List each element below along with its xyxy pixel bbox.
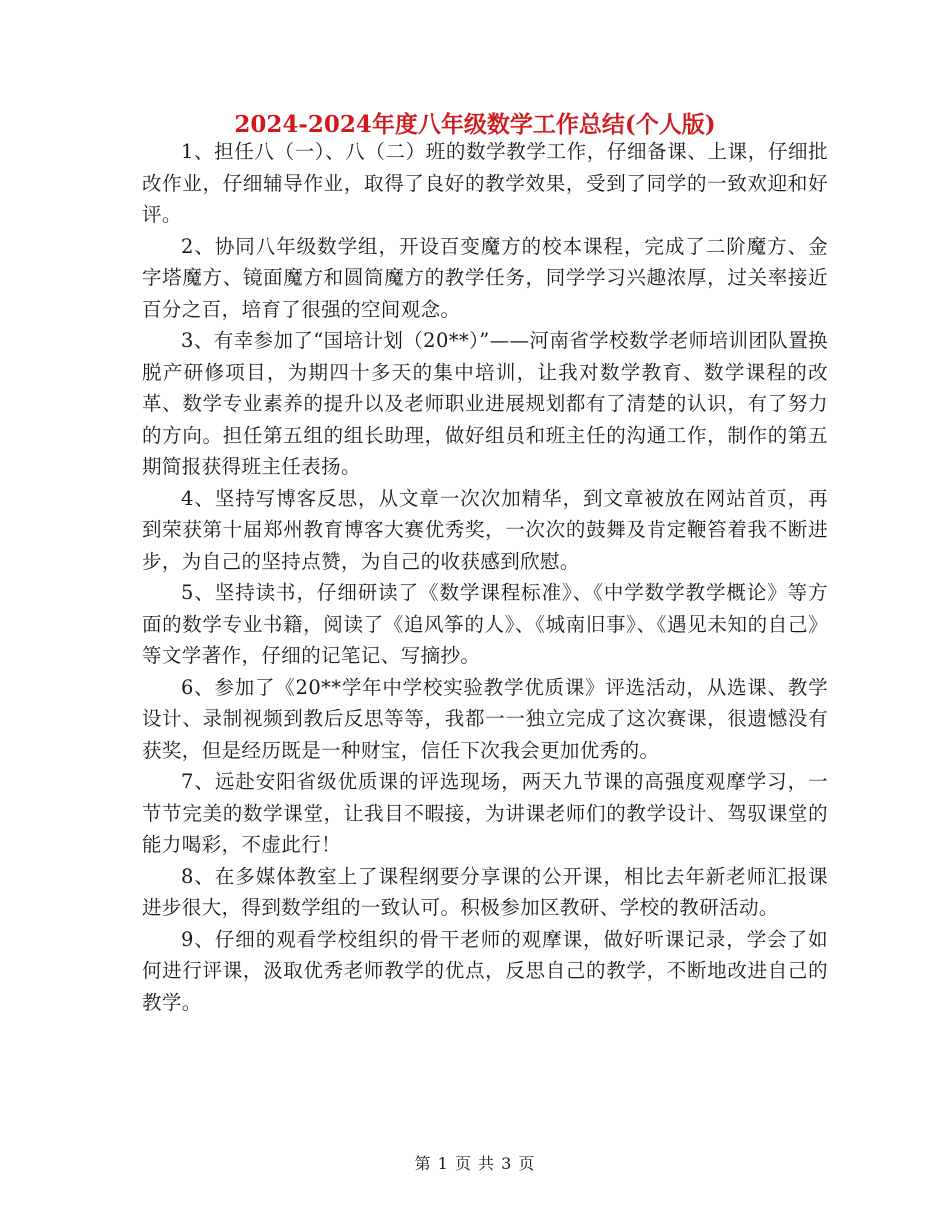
paragraph-9: 9、仔细的观看学校组织的骨干老师的观摩课，做好听课记录，学会了如何进行评课，汲取优秀老师教学的优点，反思自己的教学，不断地改进自己的教学。 bbox=[142, 927, 828, 1014]
paragraph-4: 4、坚持写博客反思，从文章一次次加精华，到文章被放在网站首页，再到荣获第十届郑州教育博客大赛优秀奖，一次次的鼓舞及肯定鞭笞着我不断进步，为自己的坚持点赞，为自己的收获感到欣慰。 bbox=[142, 486, 828, 573]
document-title: 2024-2024年度八年级数学工作总结(个人版) bbox=[234, 111, 716, 138]
paragraph-6: 6、参加了《20**学年中学校实验教学优质课》评选活动，从选课、教学设计、录制视频到教后反思等等，我都一一独立完成了这次赛课，很遗憾没有获奖，但是经历既是一种财宝，信任下次我会更加优秀的。 bbox=[142, 675, 828, 762]
paragraph-7: 7、远赴安阳省级优质课的评选现场，两天九节课的高强度观摩学习，一节节完美的数学课堂，让我目不暇接，为讲课老师们的教学设计、驾驭课堂的能力喝彩，不虚此行！ bbox=[142, 770, 828, 856]
document-body bbox=[142, 136, 828, 1018]
paragraph-5: 5、坚持读书，仔细研读了《数学课程标准》、《中学数学教学概论》等方面的数学专业书籍，阅读了《追风筝的人》、《城南旧事》、《遇见未知的自己》等文学著作，仔细的记笔记、写摘抄。 bbox=[142, 581, 828, 667]
page-number-footer: 第 1 页 共 3 页 bbox=[414, 1154, 536, 1173]
paragraph-2: 2、协同八年级数学组，开设百变魔方的校本课程，完成了二阶魔方、金字塔魔方、镜面魔方和圆筒魔方的教学任务，同学学习兴趣浓厚，过关率接近百分之百，培育了很强的空间观念。 bbox=[142, 234, 828, 321]
paragraph-3: 3、有幸参加了“国培计划（20**）”——河南省学校数学老师培训团队置换脱产研修项目，为期四十多天的集中培训，让我对数学教育、数学课程的改革、数学专业素养的提升以及老师职业进展规划都有了清楚的认识，有了努力的方向。担任第五组的组长助理，做好组员和班主任的沟通工作，制作的第五期简报获得班主任表扬。 bbox=[142, 329, 828, 478]
paragraph-1: 1、担任八（一）、八（二）班的数学教学工作，仔细备课、上课，仔细批改作业，仔细辅导作业，取得了良好的教学效果，受到了同学的一致欢迎和好评。 bbox=[142, 140, 828, 226]
paragraph-8: 8、在多媒体教室上了课程纲要分享课的公开课，相比去年新老师汇报课进步很大，得到数学组的一致认可。积极参加区教研、学校的教研活动。 bbox=[142, 864, 828, 919]
